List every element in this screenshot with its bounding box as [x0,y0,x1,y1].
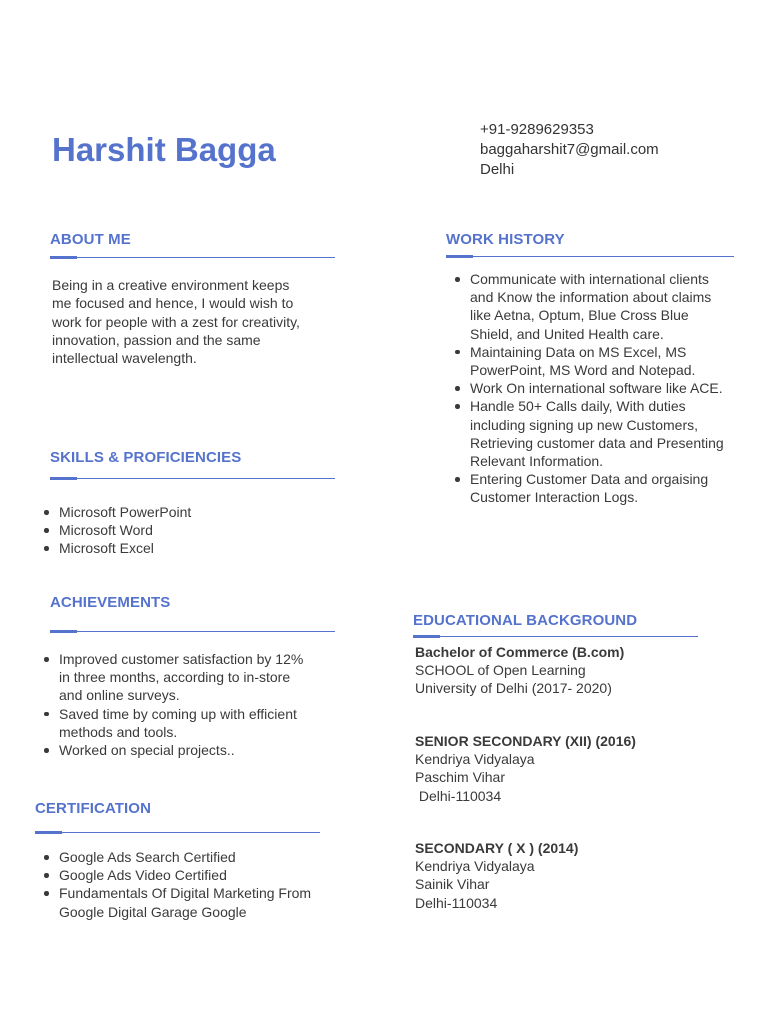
about-line: intellectual wavelength. [52,350,197,367]
skills-divider [50,478,335,479]
about-line: Being in a creative environment keeps [52,277,290,293]
degree-title: SENIOR SECONDARY (XII) (2016) [415,733,636,749]
degree-title: Bachelor of Commerce (B.com) [415,644,625,660]
about-divider-accent [50,256,77,259]
contact-block [480,120,659,180]
phone-number: +91-9289629353 [480,121,594,138]
institution-location: Delhi-110034 [415,787,502,804]
certification-title: CERTIFICATION [35,800,152,817]
certification-divider [35,832,320,833]
certification-list [43,848,321,921]
institution: Kendriya Vidyalaya [415,751,535,768]
institution-detail: University of Delhi (2017- 2020) [415,680,612,697]
skills-title: SKILLS & PROFICIENCIES [50,449,242,466]
about-title: ABOUT ME [50,231,131,248]
list-item: Improved customer satisfaction by 12% in three months, according to in-store and online surveys. [43,650,311,705]
about-line: work for people with a zest for creativity, [52,313,300,330]
about-line: innovation, passion and the same [52,331,261,348]
education-entry [415,732,636,805]
list-item: Entering Customer Data and orgaising Customer Interaction Logs. [454,470,730,506]
work-history-title: WORK HISTORY [446,231,565,248]
certification-divider-accent [35,831,62,834]
institution: SCHOOL of Open Learning [415,662,586,679]
skills-divider-accent [50,477,77,480]
list-item: Saved time by coming up with efficient methods and tools. [43,705,311,741]
list-item: Worked on special projects.. [43,741,311,759]
list-item: Microsoft Word [43,521,313,539]
institution-detail: Paschim Vihar [415,769,506,786]
degree-title: SECONDARY ( X ) (2014) [415,840,579,856]
achievements-title: ACHIEVEMENTS [50,594,171,611]
list-item: Handle 50+ Calls daily, With duties including signing up new Customers, Retrieving customer data and Presenting Relevant Information. [454,397,730,470]
list-item: Fundamentals Of Digital Marketing From Google Digital Garage Google [43,884,321,920]
work-history-divider [446,256,734,257]
list-item: Work On international software like ACE. [454,379,730,397]
education-entry [415,839,578,912]
achievements-list [43,650,311,759]
institution-location: Delhi-110034 [415,894,498,911]
candidate-name: Harshit Bagga [52,131,276,168]
city: Delhi [480,161,515,178]
achievements-divider-accent [50,630,77,633]
education-title: EDUCATIONAL BACKGROUND [413,612,638,629]
education-entry [415,643,624,698]
education-divider [413,636,698,637]
institution-detail: Sainik Vihar [415,876,490,893]
about-line: me focused and hence, I would wish to [52,295,294,312]
email-address: baggaharshit7@gmail.com [480,141,659,158]
about-divider [50,257,335,258]
about-text [52,276,342,367]
work-history-divider-accent [446,255,473,258]
list-item: Google Ads Search Certified [43,848,321,866]
institution: Kendriya Vidyalaya [415,858,535,875]
list-item: Communicate with international clients and Know the information about claims like Aetna, Optum, Blue Cross Blue Shield, and United Health care. [454,270,730,343]
work-history-list [454,270,730,507]
education-divider-accent [413,635,440,638]
skills-list [43,503,313,558]
list-item: Microsoft Excel [43,539,313,557]
list-item: Maintaining Data on MS Excel, MS PowerPoint, MS Word and Notepad. [454,343,730,379]
list-item: Microsoft PowerPoint [43,503,313,521]
achievements-divider [50,631,335,632]
list-item: Google Ads Video Certified [43,866,321,884]
